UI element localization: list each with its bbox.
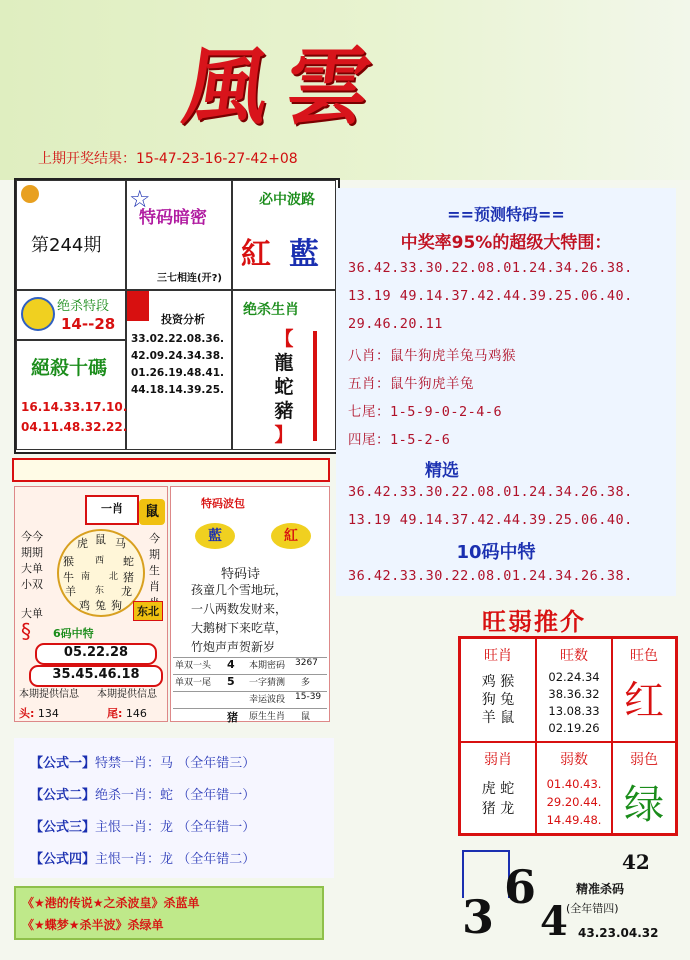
ruo-shu-label: 弱数 <box>560 752 588 768</box>
formula-row <box>30 816 255 835</box>
formula-text: 主恨一肖： <box>95 852 161 867</box>
wang-number-row: 02.24.34 <box>548 670 600 684</box>
teduan-range: 14--28 <box>61 315 116 333</box>
info-value: 5 <box>227 675 235 688</box>
wang-shu-cell <box>536 638 612 742</box>
formula-animal: 蛇 <box>160 788 174 803</box>
wang-se-label: 旺色 <box>630 648 658 664</box>
predict-subtitle: 中奖率95%的超级大特围： <box>400 233 612 253</box>
wang-number-row: 38.36.32 <box>548 687 600 701</box>
wheel-animal: 狗 <box>111 599 122 612</box>
item-label: 五肖： <box>348 376 390 392</box>
wheel-animal: 龙 <box>121 585 132 598</box>
last-result: 上期开奖结果：15-47-23-16-27-42+08 <box>38 151 298 167</box>
predict-title: ==预测特码== <box>447 205 565 224</box>
ruo-color: 绿 <box>624 782 664 828</box>
jingxuan-title: 精选 <box>425 461 459 481</box>
bobao-red: 紅 <box>271 523 311 549</box>
star-icon: ☆ <box>129 185 151 213</box>
shima-line: 36.42.33.30.22.08.01.24.34.26.38. <box>348 568 633 584</box>
formula-tag: 【公式一】 <box>30 756 96 771</box>
wang-animal-row: 狗 兔 <box>481 692 515 708</box>
page-title: 風雲 <box>177 37 396 136</box>
info-value: 4 <box>227 658 235 671</box>
ruo-se-label: 弱色 <box>630 752 658 768</box>
touzi-lines <box>131 331 224 399</box>
shima-line: 16.14.33.17.10. <box>21 400 128 414</box>
bracket-open: 【 <box>274 328 294 350</box>
yellow-banner <box>12 458 330 482</box>
item-siwei <box>348 428 450 448</box>
shengxiao-item: 蛇 <box>274 376 294 398</box>
wheel-animal: 猪 <box>123 571 134 584</box>
liuma-line2: 35.45.46.18 <box>29 665 163 687</box>
ruo-xiao-cell <box>460 742 536 834</box>
ruo-shu-cell <box>536 742 612 834</box>
ruo-number-row: 29.20.44. <box>546 795 602 809</box>
item-value: 1-5-2-6 <box>390 432 451 448</box>
wang-shu-label: 旺数 <box>560 648 588 664</box>
touzi-line: 33.02.22.08.36. <box>131 333 225 345</box>
seahorse-icon: § <box>21 619 31 643</box>
info-row <box>173 674 327 691</box>
wheel-direction: 北 <box>109 572 119 582</box>
ruo-number-row: 01.40.43. <box>546 777 602 791</box>
info-value: 3267 <box>295 658 318 668</box>
item-bazhao <box>348 344 516 364</box>
ruo-number-row: 14.49.48. <box>546 813 602 827</box>
formula-tag: 【公式二】 <box>30 788 96 803</box>
wheel-animal: 蛇 <box>123 555 134 568</box>
bracket-close: 】 <box>274 424 294 446</box>
tema-mima-label: 特码暗密 <box>139 208 207 228</box>
info-label: 单双一尾 <box>175 678 212 688</box>
range-line: 36.42.33.30.22.08.01.24.34.26.38. <box>348 260 633 276</box>
range-line: 29.46.20.11 <box>348 316 443 332</box>
wheel-direction: 南 <box>81 572 91 582</box>
bolu-blue: 藍 <box>289 237 319 272</box>
big-number: 6 <box>504 860 537 914</box>
poem-line: 大鹅树下来吃草， <box>191 621 288 635</box>
liuma-label: 6码中特 <box>53 627 94 640</box>
sanqi-label: 三七相连(开?) <box>157 273 222 284</box>
wang-animal-row: 鸡 猴 <box>481 674 515 690</box>
tou-value: 134 <box>37 707 59 720</box>
lantern-string <box>313 331 317 441</box>
coin-icon <box>21 185 39 203</box>
formula-row <box>30 752 255 771</box>
liuma-line1: 05.22.28 <box>35 643 157 665</box>
formula-tag: 【公式四】 <box>30 852 96 867</box>
formula-note: （全年错二） <box>177 852 256 867</box>
side-label: 生 <box>149 564 160 577</box>
poem-panel <box>170 486 330 722</box>
poem-line: 孩童几个雪地玩， <box>191 583 288 597</box>
ruo-xiao-label: 弱肖 <box>484 752 512 768</box>
formula-animal: 龙 <box>160 852 174 867</box>
shima-cell <box>16 340 126 450</box>
shima-lines <box>21 397 127 437</box>
touzi-line: 01.26.19.48.41. <box>131 367 225 379</box>
yinyang-icon <box>21 297 55 331</box>
shama-note: (全年错四) <box>566 902 619 915</box>
shengxiao-item: 龍 <box>274 352 294 374</box>
info-value: 鼠 <box>301 712 311 722</box>
issue-number: 第244期 <box>31 235 102 256</box>
wei-row <box>107 705 147 721</box>
item-value: 鼠牛狗虎羊兔马鸡猴 <box>390 348 516 364</box>
ribbon-decoration <box>127 291 149 321</box>
wang-xiao-label: 旺肖 <box>484 648 512 664</box>
bizhong-bolu-label: 必中波路 <box>259 192 315 208</box>
juesha-shima-label: 絕殺十碼 <box>31 357 108 379</box>
shima-title: 10码中特 <box>456 542 536 563</box>
left-label: 今今 <box>21 530 43 543</box>
side-label: 今 <box>149 532 160 545</box>
ruo-animals <box>461 779 535 819</box>
jingxuan-line: 36.42.33.30.22.08.01.24.34.26.38. <box>348 484 633 500</box>
shama-title: 精准杀码 <box>576 882 625 896</box>
shengxiao-item: 豬 <box>274 400 294 422</box>
bolu-red: 紅 <box>241 237 271 272</box>
formula-animal: 龙 <box>160 820 174 835</box>
banner-line2: 《★蝶梦★杀半波》杀绿单 <box>22 918 164 932</box>
poem-line: 一八两数发财来， <box>191 602 288 616</box>
formula-section <box>14 738 334 878</box>
bolu-cell <box>232 180 336 290</box>
wheel-animal: 马 <box>115 537 126 550</box>
tuijie-table <box>458 636 678 836</box>
formula-note: （全年错一） <box>177 788 256 803</box>
formula-tag: 【公式三】 <box>30 820 96 835</box>
shima-line: 04.11.48.32.22. <box>21 420 128 434</box>
wang-xiao-cell <box>460 638 536 742</box>
wang-numbers <box>537 669 611 737</box>
dongbei-label: 东北 <box>133 601 163 621</box>
ruo-se-cell <box>612 742 676 834</box>
predict-panel <box>336 188 676 596</box>
wheel-animal: 牛 <box>63 571 74 584</box>
ruo-animal-row: 猪 龙 <box>481 801 515 817</box>
formula-animal: 马 <box>160 756 174 771</box>
tuijie-title: 旺弱推介 <box>482 608 586 636</box>
left-label: 小双 <box>21 578 43 591</box>
info-label: 本期密码 <box>249 661 286 671</box>
shama-area <box>462 850 682 950</box>
dadan-label: 大单 <box>21 607 43 620</box>
formula-note: （全年错三） <box>177 756 256 771</box>
bobao-blue: 藍 <box>195 523 235 549</box>
ruo-animal-row: 虎 蛇 <box>481 781 515 797</box>
tema-mima-cell <box>126 180 232 290</box>
teduan-cell <box>16 290 126 340</box>
info-row <box>173 708 327 725</box>
shengxiao-cell <box>232 290 336 450</box>
formula-text: 特禁一肖： <box>95 756 161 771</box>
banner-line1: 《★港的传说★之杀波皇》杀蓝单 <box>22 896 200 910</box>
poem-lines <box>191 581 287 657</box>
info-label: 原生生肖 <box>249 712 286 722</box>
wang-animal-row: 羊 鼠 <box>481 710 515 726</box>
wheel-animal: 鼠 <box>95 533 106 546</box>
juesha-teduan-label: 绝杀特段 <box>57 299 110 314</box>
juesha-shengxiao-label: 绝杀生肖 <box>243 302 299 318</box>
big-number: 3 <box>462 890 495 944</box>
bottom-banner <box>14 886 324 940</box>
item-label: 七尾： <box>348 404 390 420</box>
shama-numbers: 43.23.04.32 <box>578 926 659 940</box>
wheel-animal: 虎 <box>77 537 88 550</box>
left-labels <box>21 529 43 593</box>
shengxiao-list <box>267 327 301 447</box>
yixiao-label: 一肖 <box>85 495 139 525</box>
tou-label: 头: <box>19 707 35 720</box>
formula-row <box>30 848 255 867</box>
wheel-animal: 鸡 <box>79 599 90 612</box>
tema-bobao-label: 特码波包 <box>201 497 245 510</box>
touzi-fenxi-label: 投资分析 <box>161 313 205 326</box>
item-value: 鼠牛狗虎羊兔 <box>390 376 474 392</box>
item-wuxiao <box>348 372 474 392</box>
wei-value: 146 <box>125 707 147 720</box>
tou-row <box>19 705 59 721</box>
wei-label: 尾: <box>107 707 123 720</box>
formula-row <box>30 784 255 803</box>
info-value: 多 <box>301 678 311 688</box>
big-number: 42 <box>622 850 650 874</box>
formula-text: 主恨一肖： <box>95 820 161 835</box>
touzi-cell <box>126 290 232 450</box>
formula-text: 绝杀一肖： <box>95 788 161 803</box>
tigong-right: 本期提供信息 <box>97 689 157 700</box>
touzi-line: 42.09.24.34.38. <box>131 350 225 362</box>
info-label: 幸运波段 <box>249 695 286 705</box>
side-label: 期 <box>149 548 160 561</box>
info-table <box>173 657 327 725</box>
side-label: 肖 <box>149 580 160 593</box>
wang-color: 红 <box>624 678 664 724</box>
poem-title: 特码诗 <box>221 567 261 582</box>
item-qiwei <box>348 400 502 420</box>
tigong-left: 本期提供信息 <box>19 689 79 700</box>
big-number: 4 <box>540 898 568 945</box>
info-row <box>173 691 327 708</box>
zodiac-panel <box>14 486 168 722</box>
wheel-animal: 羊 <box>65 585 76 598</box>
poem-line: 竹炮声声贺新岁 <box>191 640 276 654</box>
info-label: 单双一头 <box>175 661 212 671</box>
formula-note: （全年错一） <box>177 820 256 835</box>
info-row <box>173 657 327 674</box>
issue-cell <box>16 180 126 290</box>
info-value: 猪 <box>227 711 238 724</box>
wang-animals <box>461 673 535 727</box>
side-labels <box>149 531 160 611</box>
range-line: 13.19 49.14.37.42.44.39.25.06.40. <box>348 288 633 304</box>
ruo-numbers <box>537 775 611 829</box>
item-label: 八肖： <box>348 348 390 364</box>
wheel-direction: 西 <box>95 556 105 566</box>
left-label: 期期 <box>21 546 43 559</box>
info-value: 15-39 <box>295 692 322 702</box>
left-panel <box>14 178 340 454</box>
wheel-animal: 兔 <box>95 599 106 612</box>
item-value: 1-5-9-0-2-4-6 <box>390 404 503 420</box>
zodiac-wheel <box>57 529 145 617</box>
touzi-line: 44.18.14.39.25. <box>131 384 225 396</box>
wang-se-cell <box>612 638 676 742</box>
wheel-animal: 猴 <box>63 555 74 568</box>
wang-number-row: 02.19.26 <box>548 721 600 735</box>
item-label: 四尾： <box>348 432 390 448</box>
jingxuan-line: 13.19 49.14.37.42.44.39.25.06.40. <box>348 512 633 528</box>
yixiao-animal: 鼠 <box>139 499 165 525</box>
left-label: 大单 <box>21 562 43 575</box>
info-label: 一字猜测 <box>249 678 286 688</box>
wheel-direction: 东 <box>95 586 105 596</box>
wang-number-row: 13.08.33 <box>548 704 600 718</box>
